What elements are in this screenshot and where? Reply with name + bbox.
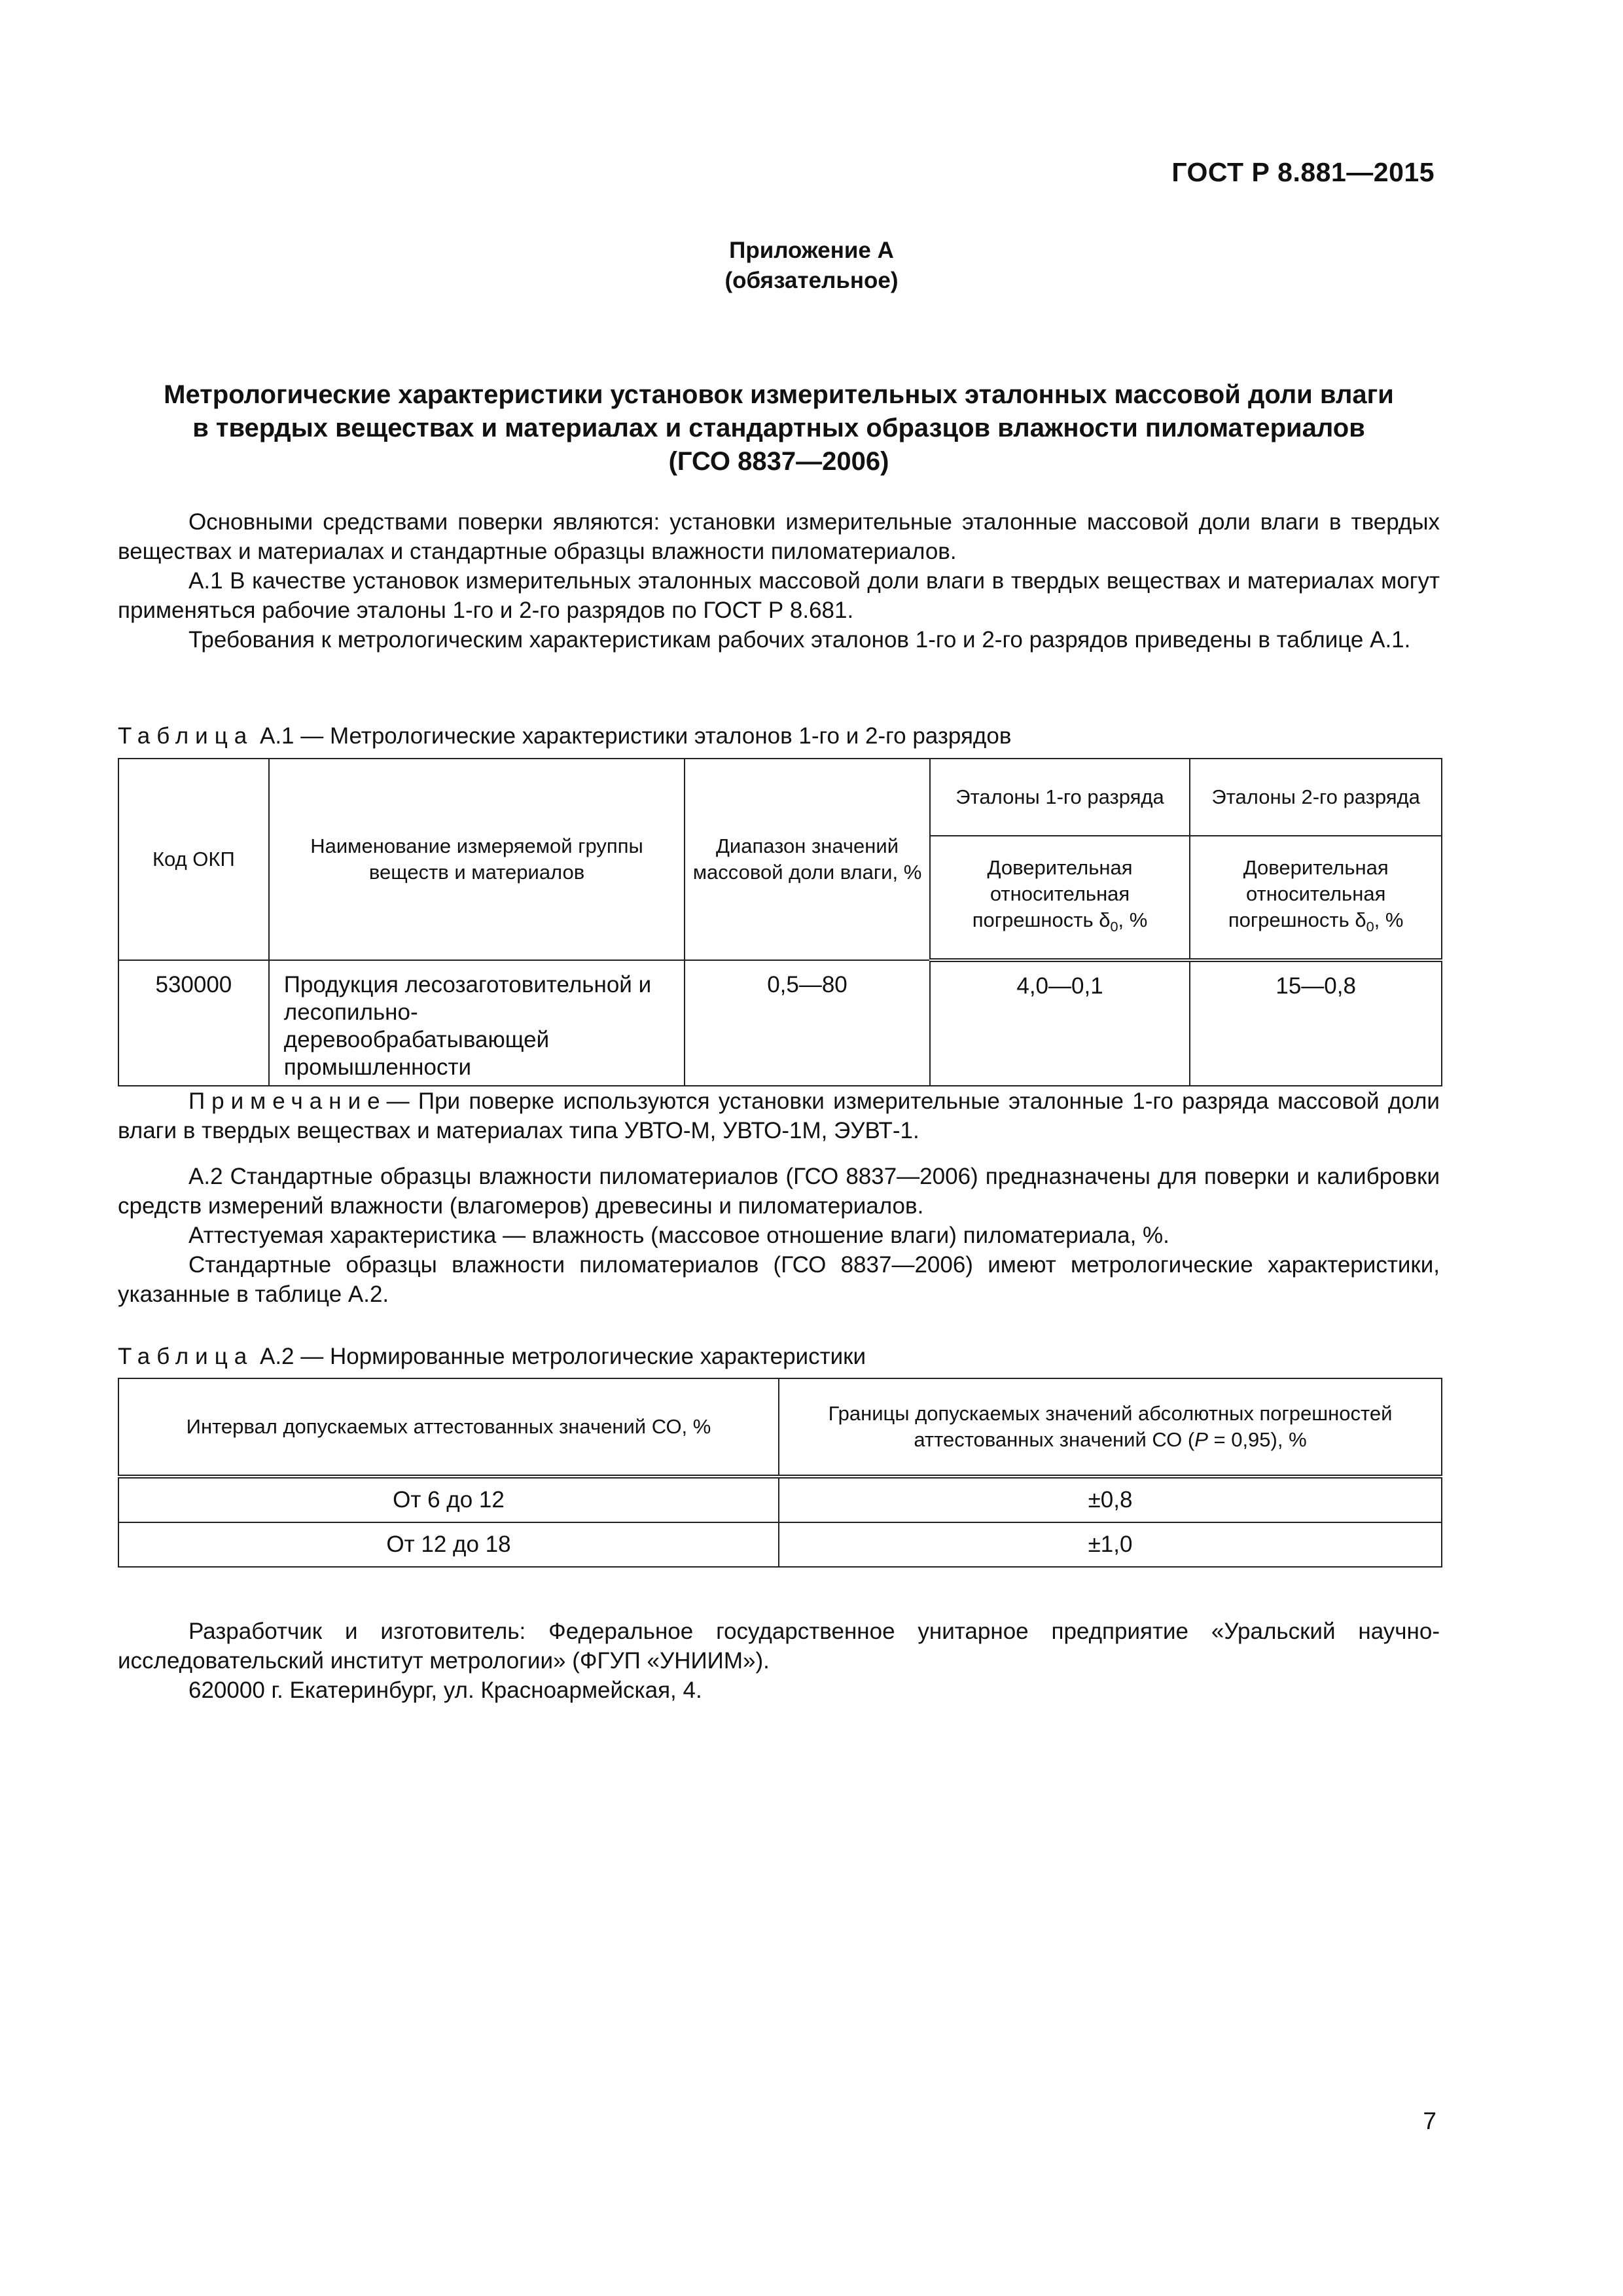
table2-caption-word: Таблица <box>118 1344 254 1369</box>
header-interval: Интервал допускаемых аттестованных значений СО, % <box>118 1378 779 1477</box>
header-range: Диапазон значений массовой доли влаги, % <box>685 759 929 960</box>
table1-caption-text: А.1 — Метрологические характеристики эталонов 1-го и 2-го разрядов <box>259 723 1012 749</box>
page-number: 7 <box>1423 2108 1436 2134</box>
table-row <box>118 960 1442 1086</box>
title-line-2: в твердых веществах и материалах и стандартных образцов влажности пиломатериалов <box>192 414 1365 442</box>
a2-paragraph-2: Аттестуемая характеристика — влажность (массовое отношение влаги) пиломатериала, %. <box>188 1223 1169 1248</box>
header-name: Наименование измеряемой группы веществ и материалов <box>269 759 685 960</box>
title-line-3: (ГСО 8837—2006) <box>668 447 889 476</box>
appendix-status: (обязательное) <box>724 268 899 293</box>
a2-paragraph-3: Стандартные образцы влажности пиломатериалов (ГСО 8837—2006) имеют метрологические характеристики, указанные в таблице А.2. <box>118 1252 1440 1307</box>
header-bounds: Границы допускаемых значений абсолютных погрешностей аттестованных значений СО (P = 0,95), % <box>779 1378 1442 1477</box>
table1-note <box>118 1086 1440 1145</box>
intro-paragraph-1: Основными средствами поверки являются: установки измерительные эталонные массовой доли влаги в твердых веществах и материалах и стандартные образцы влажности пиломатериалов. <box>118 509 1440 564</box>
table-a1 <box>118 758 1442 1086</box>
table-row <box>118 1522 1442 1567</box>
cell-bound: ±0,8 <box>779 1477 1442 1522</box>
table1-caption-word: Таблица <box>118 723 254 749</box>
cell-code: 530000 <box>118 960 269 1086</box>
cell-interval: От 6 до 12 <box>118 1477 779 1522</box>
developer-paragraph: Разработчик и изготовитель: Федеральное государственное унитарное предприятие «Уральский научно-исследовательский институт метрологии» (ФГУП «УНИИМ»). <box>118 1619 1440 1674</box>
cell-range: 0,5—80 <box>685 960 929 1086</box>
intro-paragraph-2: А.1 В качестве установок измерительных эталонных массовой доли влаги в твердых веществах и материалах могут применяться рабочие эталоны 1-го и 2-го разрядов по ГОСТ Р 8.681. <box>118 568 1440 623</box>
note-text: — При поверке используются установки измерительные эталонные 1-го разряда массовой доли влаги в твердых веществах и материалах типа УВТО-М, УВТО-1М, ЭУВТ-1. <box>118 1088 1440 1143</box>
header-error-2: Доверительная относительная погрешность $\delta_0$, % <box>1190 836 1442 960</box>
header-code: Код ОКП <box>118 759 269 960</box>
note-label: Примечание <box>188 1088 387 1114</box>
a2-paragraph-1: А.2 Стандартные образцы влажности пиломатериалов (ГСО 8837—2006) предназначены для поверки и калибровки средств измерений влажности (влагомеров) древесины и пиломатериалов. <box>118 1164 1440 1219</box>
table2-caption <box>118 1342 866 1371</box>
cell-interval: От 12 до 18 <box>118 1522 779 1567</box>
cell-etalon-2: 15—0,8 <box>1190 960 1442 1086</box>
section-a2 <box>118 1162 1440 1309</box>
intro-text <box>118 507 1440 655</box>
cell-etalon-1: 4,0—0,1 <box>930 960 1190 1086</box>
developer-info <box>118 1617 1440 1705</box>
cell-name: Продукция лесозаготовительной и лесопильно-деревообрабатывающей промышленности <box>269 960 685 1086</box>
header-etalon-2: Эталоны 2-го разряда <box>1190 759 1442 836</box>
table-row <box>118 1477 1442 1522</box>
table-a2 <box>118 1378 1442 1568</box>
appendix-title <box>118 378 1440 478</box>
document-number: ГОСТ Р 8.881—2015 <box>1171 157 1435 187</box>
appendix-label: Приложение А <box>729 238 894 263</box>
table2-caption-text: А.2 — Нормированные метрологические характеристики <box>259 1344 866 1369</box>
header-error-1: Доверительная относительная погрешность $\delta_0$, % <box>930 836 1190 960</box>
appendix-heading <box>0 236 1623 296</box>
title-line-1: Метрологические характеристики установок измерительных эталонных массовой доли влаги <box>164 380 1394 409</box>
table1-caption <box>118 721 1011 751</box>
cell-bound: ±1,0 <box>779 1522 1442 1567</box>
intro-paragraph-3: Требования к метрологическим характеристикам рабочих эталонов 1-го и 2-го разрядов приведены в таблице А.1. <box>188 627 1411 653</box>
address-paragraph: 620000 г. Екатеринбург, ул. Красноармейская, 4. <box>188 1677 702 1703</box>
header-etalon-1: Эталоны 1-го разряда <box>930 759 1190 836</box>
